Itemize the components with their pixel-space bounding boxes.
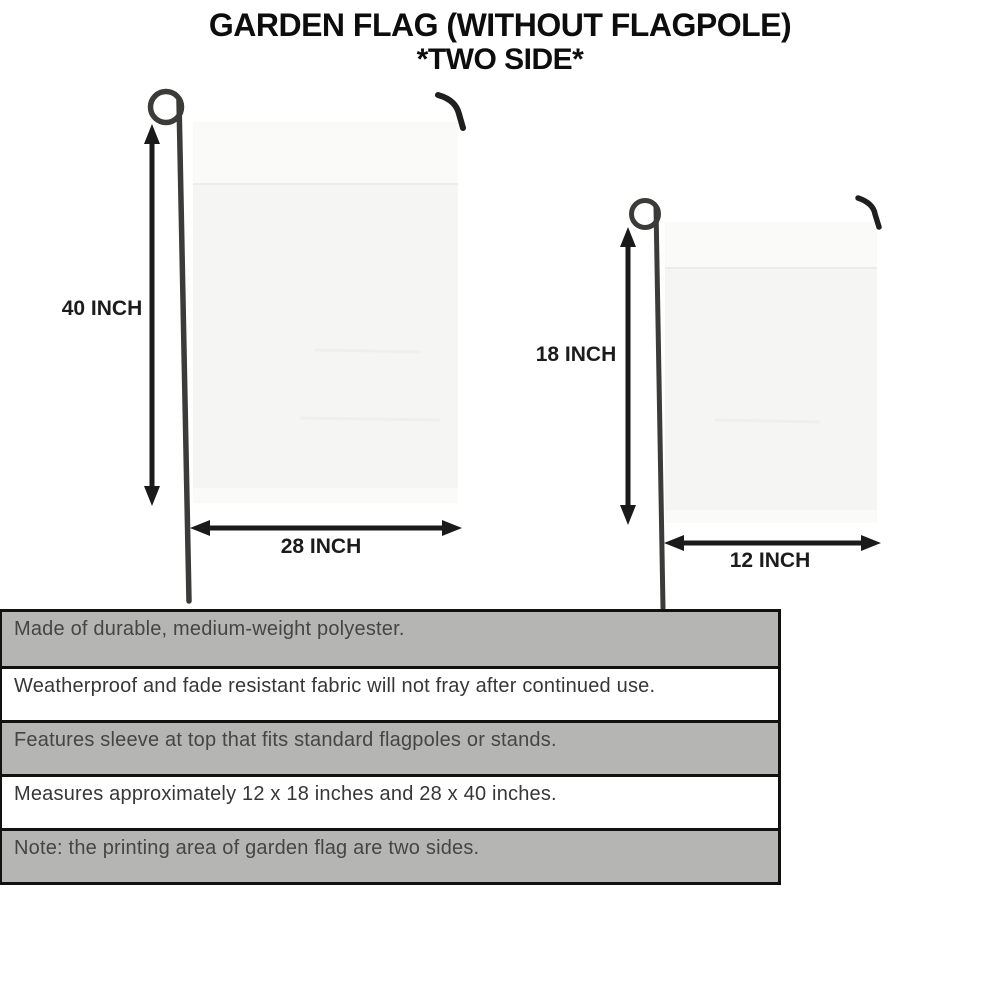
small-flag-wrinkle — [715, 420, 820, 422]
title-line-1: GARDEN FLAG (WITHOUT FLAGPOLE) — [208, 7, 792, 43]
feature-list — [0, 609, 781, 885]
large-flag-bottom-hem — [193, 488, 458, 503]
feature-row-note — [2, 828, 778, 882]
feature-row-sleeve — [2, 720, 778, 774]
feature-text: Note: the printing area of garden flag are two sides. — [14, 837, 480, 859]
small-flag-height-label: 18 INCH — [535, 343, 617, 366]
small-flag-width-label: 12 INCH — [729, 549, 811, 572]
large-flag-sleeve — [193, 122, 458, 184]
feature-row-weatherproof — [2, 666, 778, 720]
small-flag-sleeve — [665, 222, 877, 268]
small-flag-bottom-hem — [665, 510, 877, 523]
small-flag-height-arrow — [620, 227, 636, 525]
large-flag-height-arrow — [144, 124, 160, 506]
large-flag-width-label: 28 INCH — [280, 535, 362, 558]
large-flagpole — [179, 100, 189, 601]
feature-text: Measures approximately 12 x 18 inches and 28 x 40 inches. — [14, 783, 557, 805]
large-flag-wrinkle — [300, 418, 440, 420]
large-flag-height-label: 40 INCH — [61, 297, 143, 320]
feature-text: Made of durable, medium-weight polyester. — [14, 618, 405, 640]
large-flag-width-arrow — [190, 520, 462, 536]
large-flag-wrinkle — [315, 350, 420, 352]
title-line-2: *TWO SIDE* — [416, 43, 584, 77]
small-flagpole — [656, 207, 663, 608]
feature-text: Features sleeve at top that fits standard flagpoles or stands. — [14, 729, 557, 751]
large-flag-group — [144, 92, 463, 602]
feature-text: Weatherproof and fade resistant fabric will not fray after continued use. — [14, 675, 656, 697]
feature-row-material — [2, 612, 778, 666]
feature-row-measures — [2, 774, 778, 828]
small-flag-group — [620, 198, 881, 608]
